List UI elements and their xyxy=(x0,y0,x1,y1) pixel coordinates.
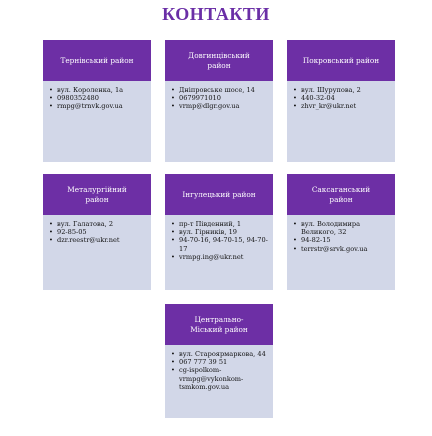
email-link[interactable]: • vrmpg.ing@ukr.net xyxy=(171,253,269,261)
phone: • 0980352480 xyxy=(49,94,147,102)
phone: • 94-70-16, 94-70-15, 94-70-17 xyxy=(171,236,269,252)
page-title: КОНТАКТИ xyxy=(162,4,270,24)
email-link[interactable]: • zhvr_kr@ukr.net xyxy=(293,102,391,110)
email-link[interactable]: • cg-ispolkom-vrmpg@vykonkom-tsmkom.gov.ua xyxy=(171,366,269,391)
address: • вул. Шурупова, 2 xyxy=(293,86,391,94)
email-link[interactable]: • dzr.reestr@ukr.net xyxy=(49,236,147,244)
contact-list xyxy=(43,81,151,115)
district-card-tsentralno-miskyi xyxy=(165,304,273,418)
address: • вул. Галатова, 2 xyxy=(49,220,147,228)
district-name: Довгинцівський район xyxy=(165,40,273,81)
phone: • 92-85-05 xyxy=(49,228,147,236)
district-name: Центрально-Міський район xyxy=(165,304,273,345)
phone: • 067 777 39 51 xyxy=(171,358,269,366)
district-card-inhuletskyi xyxy=(165,174,273,290)
contact-list xyxy=(165,345,273,395)
address: • Дніпровське шосе, 14 xyxy=(171,86,269,94)
district-card-saksahanskyi xyxy=(287,174,395,290)
address: • вул. Староярмаркова, 44 xyxy=(171,350,269,358)
district-name: Саксаганський район xyxy=(287,174,395,215)
email-link[interactable]: • terrstr@srvk.gov.ua xyxy=(293,245,391,253)
phone: • 0679971010 xyxy=(171,94,269,102)
contact-list xyxy=(287,81,395,115)
district-name: Інгулецький район xyxy=(165,174,273,215)
phone: • 94-82-15 xyxy=(293,236,391,244)
phone: • 440-32-04 xyxy=(293,94,391,102)
district-card-pokrovskyi xyxy=(287,40,395,162)
district-card-dovhyntsivskyi xyxy=(165,40,273,162)
district-card-ternivskyi xyxy=(43,40,151,162)
district-name: Тернівський район xyxy=(43,40,151,81)
email-link[interactable]: • vrmp@dlgr.gov.ua xyxy=(171,102,269,110)
district-name: Металургійний район xyxy=(43,174,151,215)
district-card-metalurhiinyi xyxy=(43,174,151,290)
contact-list xyxy=(165,81,273,115)
contact-list xyxy=(165,215,273,265)
email-link[interactable]: • rmpg@trnvk.gov.ua xyxy=(49,102,147,110)
address: • вул. Гірників, 19 xyxy=(171,228,269,236)
address: • вул. Короленка, 1а xyxy=(49,86,147,94)
address: • вул. Володимира Великого, 32 xyxy=(293,220,391,236)
district-name: Покровський район xyxy=(287,40,395,81)
contact-list xyxy=(287,215,395,257)
contact-list xyxy=(43,215,151,249)
address: • пр-т Південний, 1 xyxy=(171,220,269,228)
